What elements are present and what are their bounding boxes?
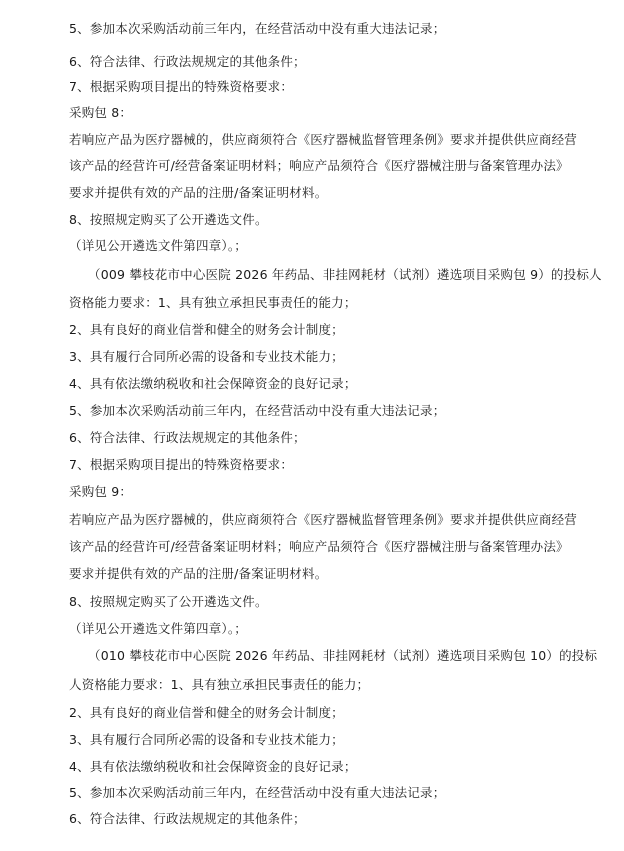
- text-line: 6、符合法律、行政法规规定的其他条件；: [69, 811, 306, 826]
- text-line: 7、根据采购项目提出的特殊资格要求：: [69, 79, 294, 94]
- text-line: 要求并提供有效的产品的注册/备案证明材料。: [69, 566, 328, 581]
- text-line: 5、参加本次采购活动前三年内，在经营活动中没有重大违法记录；: [69, 21, 446, 36]
- text-line: 4、具有依法缴纳税收和社会保障资金的良好记录；: [69, 759, 357, 774]
- text-line: 该产品的经营许可/经营备案证明材料；响应产品须符合《医疗器械注册与备案管理办法》: [69, 539, 569, 554]
- text-line: （009 攀枝花市中心医院 2026 年药品、非挂网耗材（试剂）遴选项目采购包 9）的投标人: [88, 267, 602, 282]
- text-line: 6、符合法律、行政法规规定的其他条件；: [69, 430, 306, 445]
- text-line: （010 攀枝花市中心医院 2026 年药品、非挂网耗材（试剂）遴选项目采购包 10）的投标: [88, 648, 598, 663]
- text-line: 要求并提供有效的产品的注册/备案证明材料。: [69, 185, 328, 200]
- text-line: 7、根据采购项目提出的特殊资格要求：: [69, 457, 294, 472]
- text-line: 6、符合法律、行政法规规定的其他条件；: [69, 54, 306, 69]
- text-line: 4、具有依法缴纳税收和社会保障资金的良好记录；: [69, 376, 357, 391]
- text-line: 若响应产品为医疗器械的，供应商须符合《医疗器械监督管理条例》要求并提供供应商经营: [69, 132, 578, 147]
- text-line: 5、参加本次采购活动前三年内，在经营活动中没有重大违法记录；: [69, 403, 446, 418]
- text-line: 人资格能力要求：1、具有独立承担民事责任的能力；: [69, 677, 370, 692]
- text-line: 2、具有良好的商业信誉和健全的财务会计制度；: [69, 322, 344, 337]
- text-line: 8、按照规定购买了公开遴选文件。: [69, 594, 268, 609]
- text-line: 3、具有履行合同所必需的设备和专业技术能力；: [69, 732, 344, 747]
- text-line: 3、具有履行合同所必需的设备和专业技术能力；: [69, 349, 344, 364]
- text-line: 采购包 8：: [69, 105, 133, 120]
- text-line: 2、具有良好的商业信誉和健全的财务会计制度；: [69, 705, 344, 720]
- text-line: （详见公开遴选文件第四章）。；: [69, 238, 248, 253]
- text-line: 采购包 9：: [69, 484, 133, 499]
- text-line: 5、参加本次采购活动前三年内，在经营活动中没有重大违法记录；: [69, 785, 446, 800]
- text-line: （详见公开遴选文件第四章）。；: [69, 621, 248, 636]
- text-line: 资格能力要求：1、具有独立承担民事责任的能力；: [69, 295, 357, 310]
- text-line: 该产品的经营许可/经营备案证明材料；响应产品须符合《医疗器械注册与备案管理办法》: [69, 158, 569, 173]
- text-line: 若响应产品为医疗器械的，供应商须符合《医疗器械监督管理条例》要求并提供供应商经营: [69, 512, 578, 527]
- text-line: 8、按照规定购买了公开遴选文件。: [69, 212, 268, 227]
